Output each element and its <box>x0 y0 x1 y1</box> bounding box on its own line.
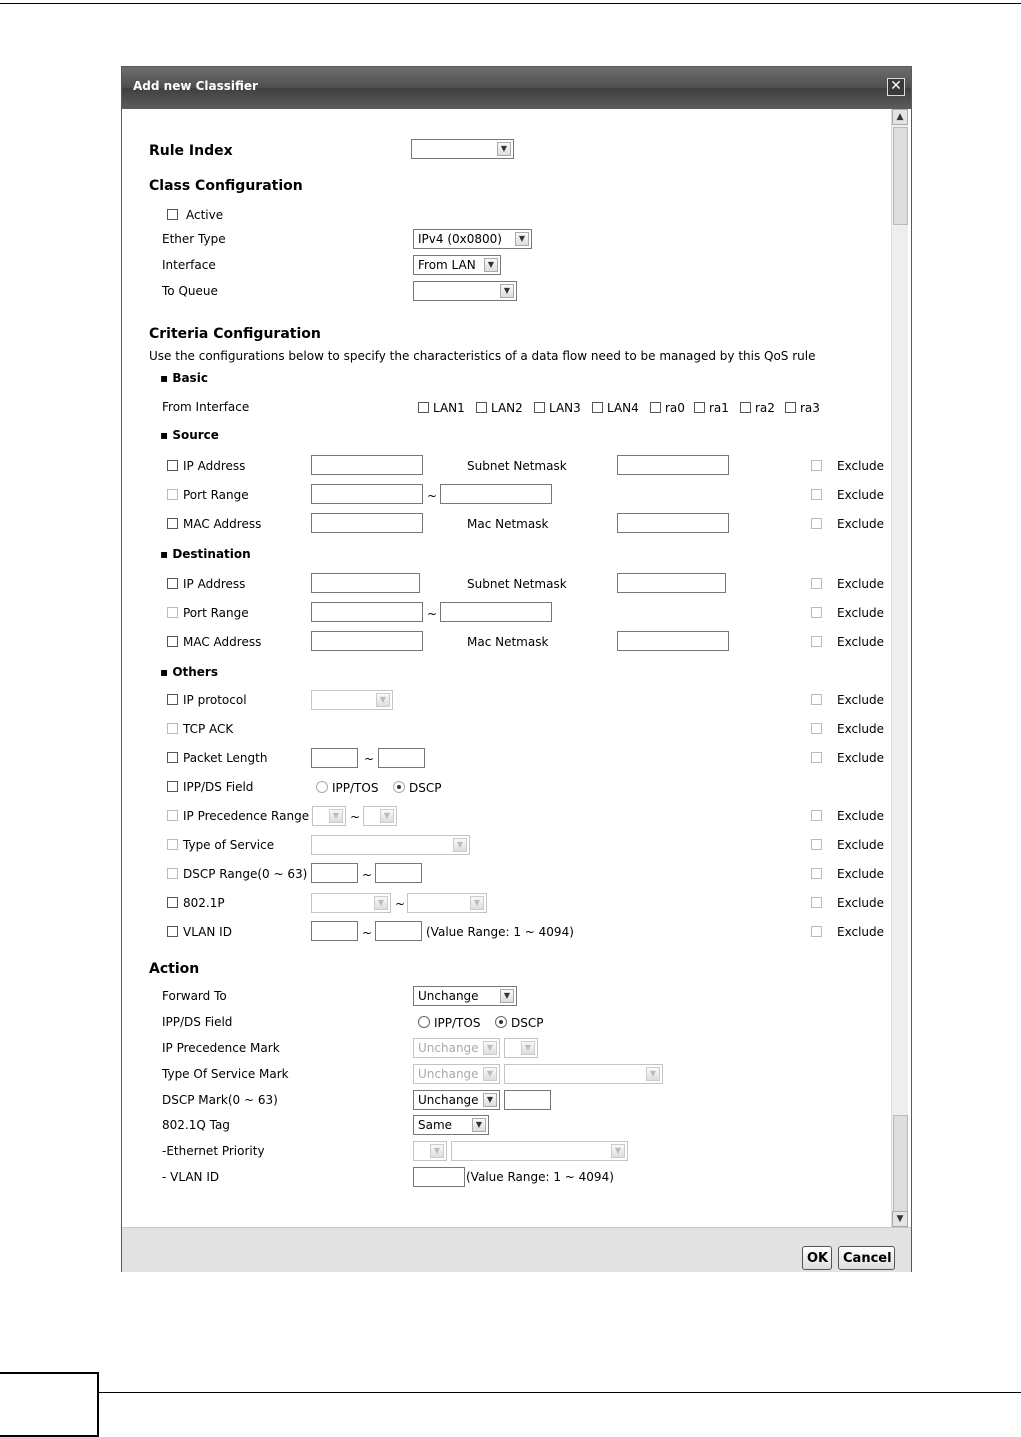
type-of-service-select[interactable] <box>311 835 470 855</box>
close-icon[interactable]: ✕ <box>887 78 905 96</box>
page-top-rule <box>0 3 1021 4</box>
tcp-ack-checkbox[interactable] <box>167 723 178 734</box>
range-tilde: ~ <box>427 607 438 621</box>
ip-precedence-exclude-checkbox[interactable] <box>811 810 822 821</box>
lan4-checkbox[interactable] <box>592 402 603 413</box>
range-tilde: ~ <box>427 489 438 503</box>
chevron-down-icon: ▼ <box>483 1067 497 1081</box>
tag-8021q-label: 802.1Q Tag <box>162 1118 230 1132</box>
dscp-mark-input[interactable] <box>504 1090 551 1110</box>
src-port-checkbox[interactable] <box>167 489 178 500</box>
p8021-checkbox[interactable] <box>167 897 178 908</box>
src-ip-label: IP Address <box>183 459 246 473</box>
vlan-id-exclude-label: Exclude <box>837 925 885 939</box>
source-heading: ▪ Source <box>160 428 219 442</box>
dst-mac-checkbox[interactable] <box>167 636 178 647</box>
page-footer-rule <box>99 1392 1021 1393</box>
lan3-label: LAN3 <box>549 401 581 415</box>
scroll-thumb[interactable] <box>893 127 908 225</box>
dscp-range-label: DSCP Range(0 ~ 63) <box>183 867 308 881</box>
dscp-radio[interactable] <box>393 781 405 793</box>
dialog-content <box>122 109 911 1227</box>
p8021-max-select[interactable] <box>407 893 487 913</box>
action-dscp-label: DSCP <box>511 1016 544 1030</box>
chevron-down-icon: ▼ <box>497 142 511 156</box>
src-port-start-input[interactable] <box>311 484 423 504</box>
active-checkbox[interactable] <box>167 209 178 220</box>
scroll-up-icon[interactable]: ▲ <box>892 109 908 125</box>
criteria-description: Use the configurations below to specify the characteristics of a data flow need to be managed by this QoS rule <box>149 349 816 363</box>
dst-mac-input[interactable] <box>311 631 423 651</box>
range-tilde: ~ <box>362 868 373 882</box>
dscp-mark-select[interactable]: Unchange ▼ <box>413 1090 500 1110</box>
interface-label: Interface <box>162 258 216 272</box>
range-tilde: ~ <box>364 752 375 766</box>
chevron-down-icon: ▼ <box>430 1144 444 1158</box>
tag-8021q-select[interactable]: Same ▼ <box>413 1115 489 1135</box>
ethernet-priority-value-select[interactable] <box>451 1141 628 1161</box>
ip-protocol-label: IP protocol <box>183 693 247 707</box>
ip-precedence-exclude-label: Exclude <box>837 809 885 823</box>
dscp-range-min-input[interactable] <box>311 863 358 883</box>
src-ip-input[interactable] <box>311 455 423 475</box>
vlan-range-note: (Value Range: 1 ~ 4094) <box>426 925 574 939</box>
lan1-checkbox[interactable] <box>418 402 429 413</box>
src-mac-label: MAC Address <box>183 517 262 531</box>
lan3-checkbox[interactable] <box>534 402 545 413</box>
action-vlan-range-note: (Value Range: 1 ~ 4094) <box>466 1170 614 1184</box>
src-mac-netmask-input[interactable] <box>617 513 729 533</box>
dst-port-exclude-checkbox[interactable] <box>811 607 822 618</box>
dst-ip-exclude-checkbox[interactable] <box>811 578 822 589</box>
scroll-track-marker <box>893 1115 908 1213</box>
tos-value-select[interactable] <box>504 1064 663 1084</box>
from-interface-label: From Interface <box>162 400 250 414</box>
p8021-exclude-checkbox[interactable] <box>811 897 822 908</box>
range-tilde: ~ <box>362 926 373 940</box>
chevron-down-icon: ▼ <box>374 896 388 910</box>
ok-button[interactable]: OK <box>802 1246 832 1270</box>
dscp-range-exclude-label: Exclude <box>837 867 885 881</box>
vlan-id-checkbox[interactable] <box>167 926 178 937</box>
ip-protocol-checkbox[interactable] <box>167 694 178 705</box>
chevron-down-icon: ▼ <box>376 693 390 707</box>
lan1-label: LAN1 <box>433 401 465 415</box>
action-ipp-tos-label: IPP/TOS <box>434 1016 481 1030</box>
chevron-down-icon: ▼ <box>380 809 394 823</box>
chevron-down-icon: ▼ <box>453 838 467 852</box>
action-vlan-id-input[interactable] <box>413 1167 465 1187</box>
src-mac-checkbox[interactable] <box>167 518 178 529</box>
dst-ip-label: IP Address <box>183 577 246 591</box>
chevron-down-icon: ▼ <box>470 896 484 910</box>
ra1-label: ra1 <box>709 401 729 415</box>
ip-precedence-range-checkbox[interactable] <box>167 810 178 821</box>
lan2-checkbox[interactable] <box>476 402 487 413</box>
action-vlan-id-label: - VLAN ID <box>162 1170 220 1184</box>
ra3-label: ra3 <box>800 401 820 415</box>
dscp-mark-label: DSCP Mark(0 ~ 63) <box>162 1093 278 1107</box>
range-tilde: ~ <box>395 897 406 911</box>
action-heading: Action <box>149 961 200 977</box>
ip-precedence-value-select[interactable] <box>504 1038 538 1058</box>
chevron-down-icon: ▼ <box>500 284 514 298</box>
add-classifier-dialog <box>121 66 912 1272</box>
ether-type-label: Ether Type <box>162 232 226 246</box>
ip-protocol-exclude-checkbox[interactable] <box>811 694 822 705</box>
dst-ip-checkbox[interactable] <box>167 578 178 589</box>
packet-length-label: Packet Length <box>183 751 268 765</box>
dst-mac-netmask-label: Mac Netmask <box>467 635 549 649</box>
ether-type-select[interactable]: IPv4 (0x0800) ▼ <box>413 229 532 249</box>
ra0-checkbox[interactable] <box>650 402 661 413</box>
tcp-ack-exclude-checkbox[interactable] <box>811 723 822 734</box>
action-dscp-radio[interactable] <box>495 1016 507 1028</box>
rule-index-label: Rule Index <box>149 143 233 159</box>
vlan-id-max-input[interactable] <box>375 921 422 941</box>
ethernet-priority-select[interactable] <box>413 1141 447 1161</box>
packet-length-min-input[interactable] <box>311 748 358 768</box>
chevron-down-icon: ▼ <box>515 232 529 246</box>
dst-port-label: Port Range <box>183 606 249 620</box>
chevron-down-icon: ▼ <box>483 1093 497 1107</box>
ethernet-priority-label: -Ethernet Priority <box>162 1144 265 1158</box>
forward-to-label: Forward To <box>162 989 227 1003</box>
ip-protocol-exclude-label: Exclude <box>837 693 885 707</box>
chevron-down-icon: ▼ <box>521 1041 535 1055</box>
dialog-footer <box>122 1227 911 1272</box>
src-ip-checkbox[interactable] <box>167 460 178 471</box>
dst-mac-label: MAC Address <box>183 635 262 649</box>
class-config-heading: Class Configuration <box>149 178 303 194</box>
dialog-scrollbar[interactable] <box>891 109 908 1227</box>
type-of-service-label: Type of Service <box>183 838 275 852</box>
tos-mark-select[interactable]: Unchange ▼ <box>413 1064 500 1084</box>
src-port-end-input[interactable] <box>440 484 552 504</box>
type-of-service-exclude-label: Exclude <box>837 838 885 852</box>
ip-precedence-max-select[interactable] <box>363 806 397 826</box>
ip-precedence-range-label: IP Precedence Range <box>183 809 310 823</box>
dst-ip-exclude-label: Exclude <box>837 577 885 591</box>
dst-port-start-input[interactable] <box>311 602 423 622</box>
dscp-range-exclude-checkbox[interactable] <box>811 868 822 879</box>
src-port-exclude-label: Exclude <box>837 488 885 502</box>
packet-length-exclude-checkbox[interactable] <box>811 752 822 763</box>
src-mac-exclude-label: Exclude <box>837 517 885 531</box>
ip-precedence-mark-select[interactable]: Unchange ▼ <box>413 1038 500 1058</box>
active-label: Active <box>186 208 224 222</box>
type-of-service-exclude-checkbox[interactable] <box>811 839 822 850</box>
range-tilde: ~ <box>350 810 361 824</box>
ra1-checkbox[interactable] <box>694 402 705 413</box>
src-port-label: Port Range <box>183 488 249 502</box>
lan4-label: LAN4 <box>607 401 639 415</box>
ip-precedence-mark-label: IP Precedence Mark <box>162 1041 280 1055</box>
src-ip-exclude-label: Exclude <box>837 459 885 473</box>
src-mac-input[interactable] <box>311 513 423 533</box>
src-mac-exclude-checkbox[interactable] <box>811 518 822 529</box>
others-heading: ▪ Others <box>160 665 218 679</box>
dst-ip-input[interactable] <box>311 573 420 593</box>
action-ipp-tos-radio[interactable] <box>418 1016 430 1028</box>
interface-select[interactable]: From LAN ▼ <box>413 255 501 275</box>
src-subnet-label: Subnet Netmask <box>467 459 567 473</box>
ippds-field-label: IPP/DS Field <box>183 780 254 794</box>
dialog-title: Add new Classifier <box>133 79 258 93</box>
dscp-range-max-input[interactable] <box>375 863 422 883</box>
ippds-field-checkbox[interactable] <box>167 781 178 792</box>
tcp-ack-label: TCP ACK <box>183 722 234 736</box>
type-of-service-checkbox[interactable] <box>167 839 178 850</box>
vlan-id-exclude-checkbox[interactable] <box>811 926 822 937</box>
vlan-id-min-input[interactable] <box>311 921 358 941</box>
src-ip-exclude-checkbox[interactable] <box>811 460 822 471</box>
chevron-down-icon: ▼ <box>483 1041 497 1055</box>
packet-length-max-input[interactable] <box>378 748 425 768</box>
ip-protocol-select[interactable] <box>311 690 393 710</box>
dialog-titlebar <box>122 67 911 109</box>
dst-mac-exclude-checkbox[interactable] <box>811 636 822 647</box>
rule-index-select[interactable] <box>411 139 514 159</box>
chevron-down-icon: ▼ <box>472 1118 486 1132</box>
forward-to-select[interactable]: Unchange ▼ <box>413 986 517 1006</box>
ipp-tos-label: IPP/TOS <box>332 781 379 795</box>
packet-length-checkbox[interactable] <box>167 752 178 763</box>
ra2-label: ra2 <box>755 401 775 415</box>
dst-mac-netmask-input[interactable] <box>617 631 729 651</box>
chevron-down-icon: ▼ <box>500 989 514 1003</box>
chevron-down-icon: ▼ <box>484 258 498 272</box>
dst-port-end-input[interactable] <box>440 602 552 622</box>
src-subnet-input[interactable] <box>617 455 729 475</box>
dst-port-checkbox[interactable] <box>167 607 178 618</box>
tcp-ack-exclude-label: Exclude <box>837 722 885 736</box>
p8021-min-select[interactable] <box>311 893 391 913</box>
chevron-down-icon: ▼ <box>646 1067 660 1081</box>
ipp-tos-radio[interactable] <box>316 781 328 793</box>
ra3-checkbox[interactable] <box>785 402 796 413</box>
chevron-down-icon: ▼ <box>329 809 343 823</box>
dst-port-exclude-label: Exclude <box>837 606 885 620</box>
p8021-exclude-label: Exclude <box>837 896 885 910</box>
page-number-box <box>0 1372 99 1437</box>
p8021-label: 802.1P <box>183 896 225 910</box>
lan2-label: LAN2 <box>491 401 523 415</box>
scroll-down-icon[interactable]: ▼ <box>892 1211 908 1227</box>
src-mac-netmask-label: Mac Netmask <box>467 517 549 531</box>
tos-mark-label: Type Of Service Mark <box>162 1067 289 1081</box>
dst-mac-exclude-label: Exclude <box>837 635 885 649</box>
to-queue-select[interactable] <box>413 281 517 301</box>
basic-heading: ▪ Basic <box>160 371 208 385</box>
vlan-id-label: VLAN ID <box>183 925 232 939</box>
criteria-config-heading: Criteria Configuration <box>149 326 321 342</box>
ip-precedence-min-select[interactable] <box>312 806 346 826</box>
src-port-exclude-checkbox[interactable] <box>811 489 822 500</box>
action-ippds-label: IPP/DS Field <box>162 1015 233 1029</box>
dscp-range-checkbox[interactable] <box>167 868 178 879</box>
cancel-button[interactable]: Cancel <box>838 1246 895 1270</box>
ra2-checkbox[interactable] <box>740 402 751 413</box>
destination-heading: ▪ Destination <box>160 547 251 561</box>
dst-subnet-label: Subnet Netmask <box>467 577 567 591</box>
chevron-down-icon: ▼ <box>611 1144 625 1158</box>
ra0-label: ra0 <box>665 401 685 415</box>
dst-subnet-input[interactable] <box>617 573 726 593</box>
to-queue-label: To Queue <box>162 284 218 298</box>
packet-length-exclude-label: Exclude <box>837 751 885 765</box>
dscp-label: DSCP <box>409 781 442 795</box>
